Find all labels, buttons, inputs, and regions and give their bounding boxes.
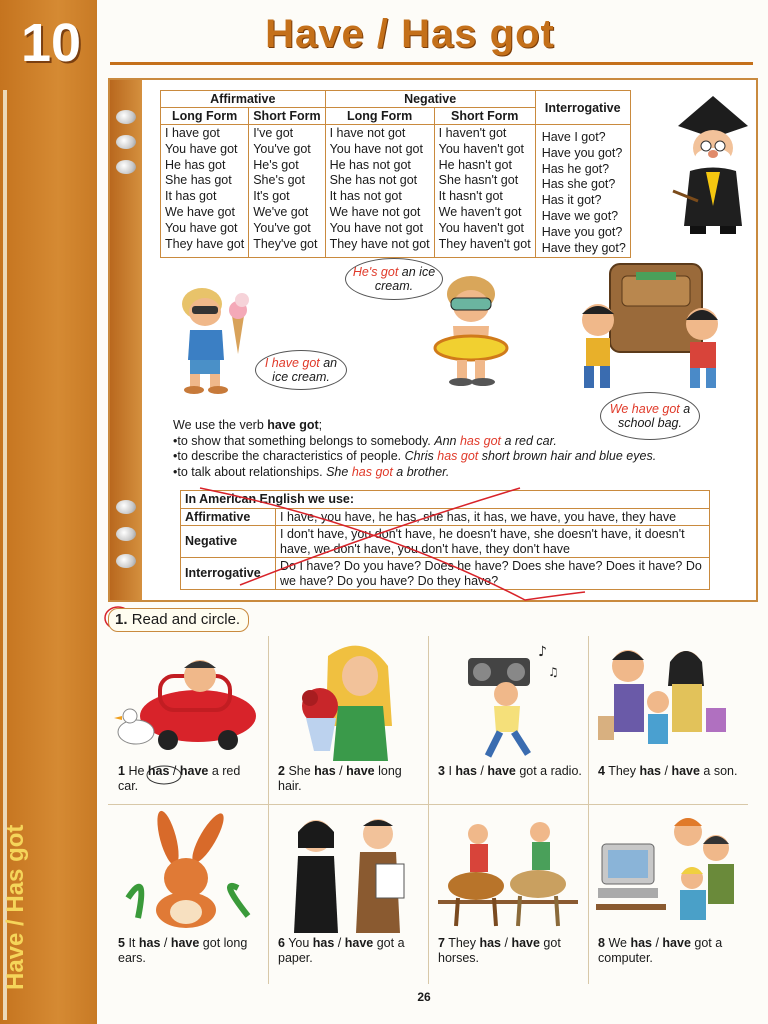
item-caption: 5 It has / have got long ears. (118, 936, 248, 965)
american-text-affirmative: I have, you have, he has, she has, it has, we have, you have, they have (276, 508, 710, 526)
table-cell-line: He has not got (329, 157, 411, 172)
table-cell-line: Have we got? (541, 208, 619, 223)
table-cell-line: I have not got (329, 126, 406, 140)
kids-on-horses-illustration (428, 808, 588, 933)
table-cell-line: You've got (253, 141, 311, 156)
table-cell-line: We've got (253, 204, 309, 219)
binder-ring (116, 554, 136, 568)
table-cell-line: He's got (253, 157, 299, 172)
item-caption: 4 They has / have a son. (598, 764, 738, 778)
table-cell-line: They've got (253, 236, 318, 251)
usage-point-3: • to talk about relationships. She has got a brother. (173, 465, 748, 481)
exercise-item (108, 808, 268, 978)
boy-with-radio-illustration (428, 636, 588, 761)
table-cell-line: He has got (165, 157, 226, 172)
option-have[interactable]: have (179, 764, 209, 778)
binder-ring (116, 135, 136, 149)
table-cell-line: It has got (165, 189, 217, 204)
option-has[interactable]: has (312, 936, 335, 950)
table-cell-line: We have got (165, 204, 235, 219)
option-has[interactable]: has (138, 936, 161, 950)
rabbit-illustration (108, 808, 268, 933)
option-has[interactable]: has (479, 936, 502, 950)
bubble-1-text: an ice cream. (272, 356, 338, 384)
table-cell-line: She's got (253, 173, 305, 188)
option-has[interactable]: has (147, 764, 170, 778)
exercise-item (428, 808, 588, 978)
table-cell-line: Have you got? (541, 224, 623, 239)
man-in-red-car-illustration (108, 636, 268, 761)
table-cell-line: She has got (165, 173, 232, 188)
usage-point-2: • to describe the characteristics of people. Chris has got short brown hair and blue eyes. (173, 449, 748, 465)
table-cell-line: He hasn't got (438, 157, 512, 172)
boy-ice-cream-illustration (170, 282, 260, 394)
table-cell-line: Have I got? (541, 130, 606, 144)
item-caption: 1 He has / have a red car. (118, 764, 241, 793)
american-header: In American English we use: (181, 491, 710, 509)
item-caption: 3 I has / have got a radio. (438, 764, 582, 778)
col-neg-short (434, 125, 535, 258)
table-cell-line: You have not got (329, 220, 423, 235)
item-caption: 8 We has / have got a computer. (598, 936, 723, 965)
exercise-item (428, 636, 588, 806)
table-cell-line: It's got (253, 189, 290, 204)
binder-ring (116, 527, 136, 541)
table-cell-line: Have they got? (541, 240, 626, 255)
option-have[interactable]: have (346, 764, 375, 778)
usage-notes (173, 418, 748, 480)
table-cell-line: You haven't got (438, 220, 524, 235)
table-cell-line: You have got (165, 141, 238, 156)
unit-number: 10 (20, 13, 82, 73)
subhead-aff-short: Short Form (249, 108, 325, 125)
col-interrogative (535, 125, 630, 258)
side-title: Have / Has got (2, 824, 29, 990)
exercise-item (108, 636, 268, 806)
binder-ring (116, 500, 136, 514)
table-cell-line: It hasn't got (438, 189, 503, 204)
col-neg-long (325, 125, 434, 258)
professor-illustration (668, 96, 758, 241)
speech-bubble-2 (345, 258, 443, 300)
option-have[interactable]: have (671, 764, 700, 778)
table-cell-line: You have not got (329, 141, 423, 156)
table-cell-line: They have got (165, 236, 245, 251)
subhead-neg-short: Short Form (434, 108, 535, 125)
table-cell-line: They have not got (329, 236, 430, 251)
table-cell-line: We haven't got (438, 204, 522, 219)
bubble-2-highlight: He's got (352, 265, 399, 279)
option-have[interactable]: have (487, 764, 516, 778)
binder-ring (116, 160, 136, 174)
option-has[interactable]: has (630, 936, 652, 950)
group-interrogative: Interrogative (535, 91, 630, 125)
option-has[interactable]: has (639, 764, 662, 778)
american-label-interrogative: Interrogative (181, 558, 276, 590)
american-label-affirmative: Affirmative (181, 508, 276, 526)
option-have[interactable]: have (170, 936, 200, 950)
page-number: 26 (417, 990, 431, 1004)
svg-text:♫: ♫ (548, 665, 559, 679)
two-people-paper-illustration (268, 808, 428, 933)
item-caption: 6 You has / have got a paper. (278, 936, 405, 965)
american-text-interrogative: Do I have? Do you have? Does he have? Does she have? Does it have? Do we have? Do you have? Do they have? (276, 558, 710, 590)
ring-binding (110, 80, 142, 600)
option-has[interactable]: has (314, 764, 336, 778)
table-cell-line: Have you got? (541, 145, 623, 160)
bubble-2-text: an ice cream. (374, 265, 436, 293)
american-english-table (180, 490, 710, 590)
option-have[interactable]: have (662, 936, 691, 950)
table-cell-line: I have got (165, 126, 220, 140)
table-cell-line: She hasn't got (438, 173, 519, 188)
exercise-item (268, 636, 428, 806)
kids-school-bag-illustration (562, 258, 742, 396)
usage-intro: We use the verb have got; (173, 418, 323, 432)
speech-bubble-1 (255, 350, 347, 390)
family-with-computer-illustration (588, 808, 748, 933)
exercise-item (588, 808, 748, 978)
page-title: Have / Has got (265, 12, 555, 56)
exercise-title (108, 608, 249, 632)
usage-point-1: • to show that something belongs to somebody. Ann has got a red car. (173, 434, 748, 450)
table-cell-line: Has it got? (541, 193, 602, 208)
subhead-neg-long: Long Form (325, 108, 434, 125)
family-illustration (588, 636, 748, 761)
bubble-3-highlight: We have got (609, 402, 680, 416)
group-affirmative: Affirmative (161, 91, 326, 108)
option-have[interactable]: have (511, 936, 540, 950)
svg-text:♪: ♪ (538, 644, 547, 660)
woman-with-flowers-illustration (268, 636, 428, 761)
table-cell-line: You've got (253, 220, 311, 235)
table-cell-line: Has he got? (541, 161, 610, 176)
exercise-instruction: Read and circle. (131, 611, 241, 628)
table-cell-line: She has not got (329, 173, 418, 188)
binder-ring (116, 110, 136, 124)
bubble-1-highlight: I have got (264, 356, 320, 370)
col-aff-long (161, 125, 249, 258)
table-cell-line: You have got (165, 220, 238, 235)
table-cell-line: Has she got? (541, 177, 616, 192)
col-aff-short (249, 125, 325, 258)
item-caption: 7 They has / have got horses. (438, 936, 561, 965)
exercise-grid (108, 636, 748, 984)
option-has[interactable]: has (455, 764, 477, 778)
item-caption: 2 She has / have long hair. (278, 764, 402, 793)
table-cell-line: We have not got (329, 204, 421, 219)
bubble-3-text: a school bag. (618, 402, 691, 430)
exercise-item (268, 808, 428, 978)
group-negative: Negative (325, 91, 535, 108)
american-label-negative: Negative (181, 526, 276, 558)
table-cell-line: It has not got (329, 189, 402, 204)
grammar-table (160, 90, 631, 258)
table-cell-line: They haven't got (438, 236, 531, 251)
american-text-negative: I don't have, you don't have, he doesn't have, she doesn't have, it doesn't have, we don't have, you don't have, they don't have (276, 526, 710, 558)
table-cell-line: You haven't got (438, 141, 524, 156)
subhead-aff-long: Long Form (161, 108, 249, 125)
option-have[interactable]: have (344, 936, 374, 950)
table-cell-line: I've got (253, 126, 294, 140)
exercise-number: 1. (115, 611, 128, 628)
exercise-item (588, 636, 748, 806)
title-rule (110, 62, 753, 65)
table-cell-line: I haven't got (438, 126, 507, 140)
